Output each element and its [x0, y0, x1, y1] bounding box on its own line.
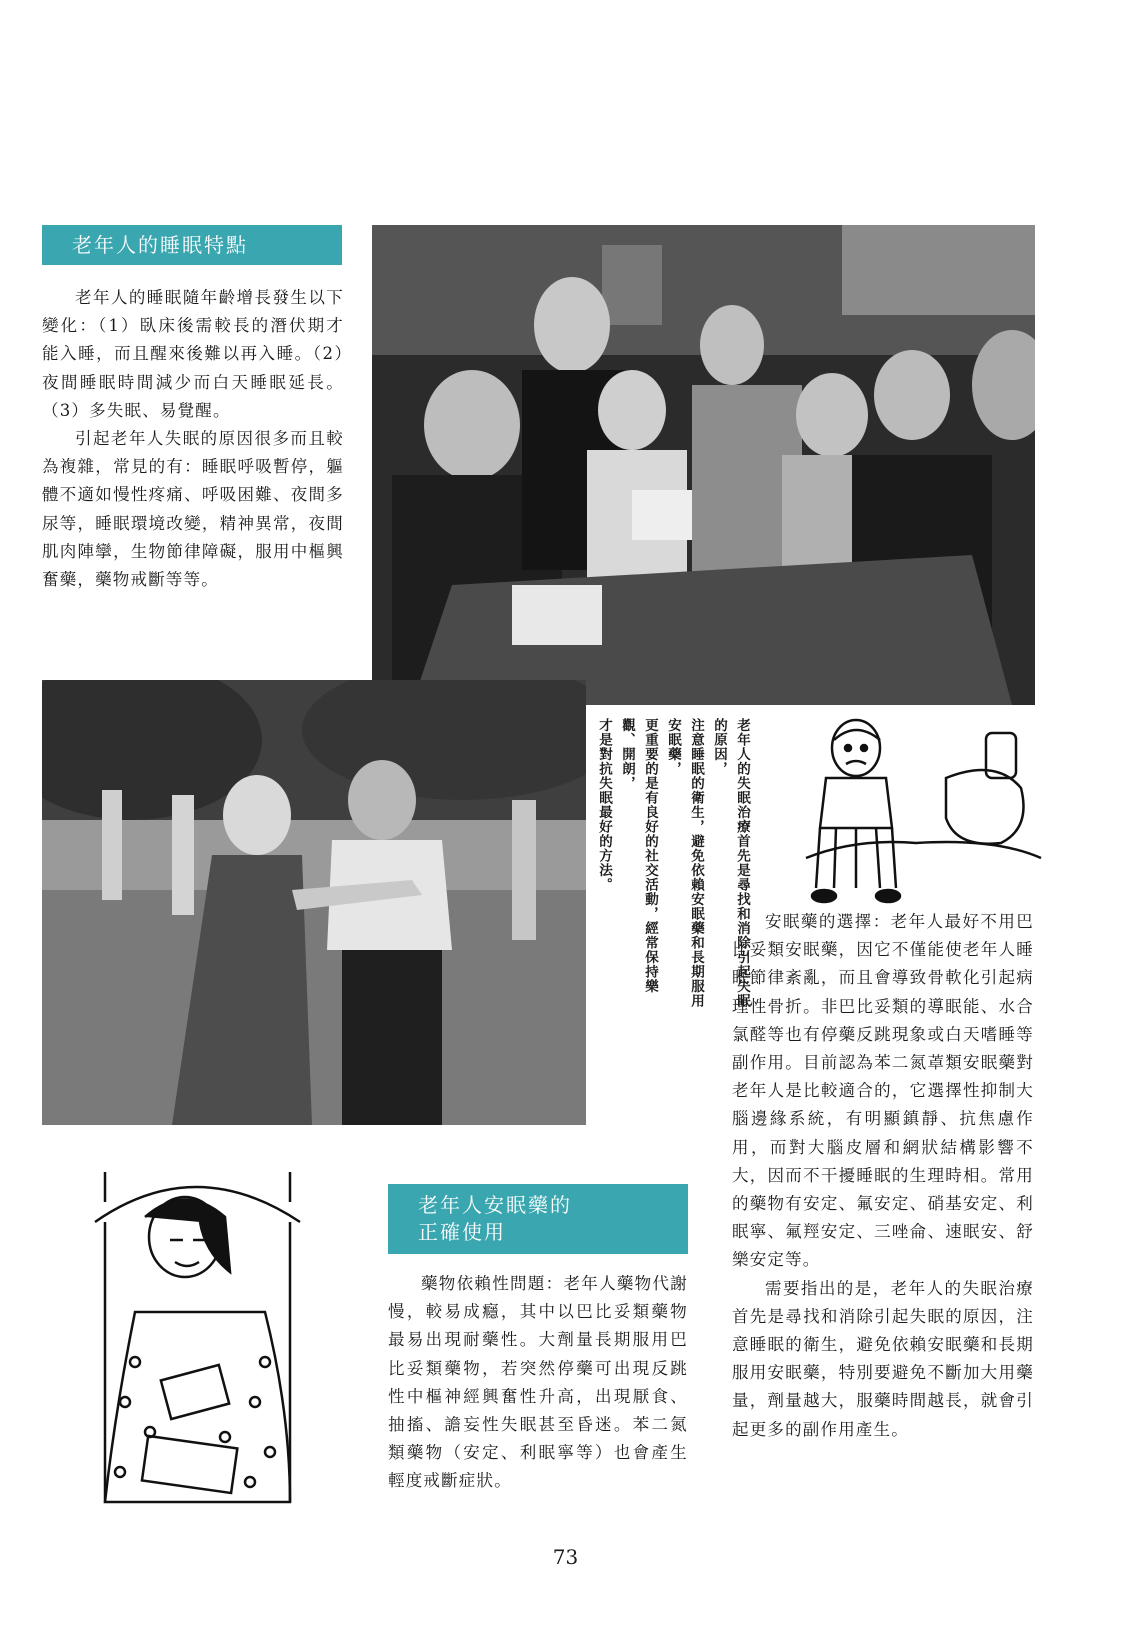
paragraph: 藥物依賴性問題：老年人藥物代謝慢，較易成癮，其中以巴比妥類藥物最易出現耐藥性。大劑量長期服用巴比妥類藥物，若突然停藥可出現反跳性中樞神經興奮性升高，出現厭食、抽搐、譫妄性失眠甚至昏迷。苯二氮類藥物（安定、利眠寧等）也會產生輕度戒斷症狀。 — [388, 1274, 688, 1491]
section-heading-sleeping-pills — [388, 1184, 688, 1254]
heading-line: 老年人安眠藥的 — [418, 1193, 572, 1217]
paragraph: 需要指出的是，老年人的失眠治療首先是尋找和消除引起失眠的原因，注意睡眠的衛生，避免依賴安眠藥和長期服用安眠藥，特別要避免不斷加大用藥量，劑量越大，服藥時間越長，就會引起更多的副作用產生。 — [732, 1278, 1034, 1439]
paragraph: 安眠藥的選擇：老年人最好不用巴比妥類安眠藥，因它不僅能使老年人睡眠節律紊亂，而且會導致骨軟化引起病理性骨折。非巴比妥類的導眠能、水合氯醛等也有停藥反跳現象或白天嗜睡等副作用。目前認為苯二氮䓬類安眠藥對老年人是比較適合的，它選擇性抑制大腦邊緣系統，有明顯鎮靜、抗焦慮作用，而對大腦皮層和網狀結構影響不大，因而不干擾睡眠的生理時相。常用的藥物有安定、氟安定、硝基安定、利眠寧、氟羥安定、三唑侖、速眠安、舒樂安定等。 — [732, 912, 1034, 1270]
paragraph: 老年人的睡眠隨年齡增長發生以下變化：（1）臥床後需較長的潛伏期才能入睡，而且醒來後難以再入睡。（2）夜間睡眠時間減少而白天睡眠延長。（3）多失眠、易覺醒。 — [42, 288, 344, 420]
paragraph: 引起老年人失眠的原因很多而且較為複雜，常見的有：睡眠呼吸暫停，軀體不適如慢性疼痛、呼吸困難、夜間多尿等，睡眠環境改變，精神異常，夜間肌肉陣攣，生物節律障礙，服用中樞興奮藥，藥物戒斷等等。 — [42, 429, 344, 590]
heading-line: 正確使用 — [418, 1220, 506, 1244]
woman-in-bed-cartoon — [75, 1162, 320, 1520]
page-number: 73 — [552, 1545, 579, 1569]
caption-line: 更重要的是有良好的社交活動，經常保持樂觀、開朗， — [619, 718, 658, 994]
elderly-group-photo — [372, 225, 1035, 705]
drug-dependence-text — [388, 1270, 688, 1496]
caption-line: 才是對抗失眠最好的方法。 — [596, 718, 612, 892]
sleep-characteristics-text — [42, 284, 344, 594]
caption-line: 注意睡眠的衛生，避免依賴安眠藥和長期服用安眠藥， — [665, 718, 704, 1008]
sleepless-man-cartoon — [796, 718, 1048, 908]
sleeping-pill-choice-text — [732, 908, 1034, 1444]
elderly-dancing-photo — [42, 680, 586, 1125]
photo-caption — [592, 718, 753, 1018]
section-heading-sleep-characteristics: 老年人的睡眠特點 — [42, 225, 342, 265]
caption-line: 老年人的失眠治療首先是尋找和消除引起失眠的原因， — [711, 718, 750, 1008]
